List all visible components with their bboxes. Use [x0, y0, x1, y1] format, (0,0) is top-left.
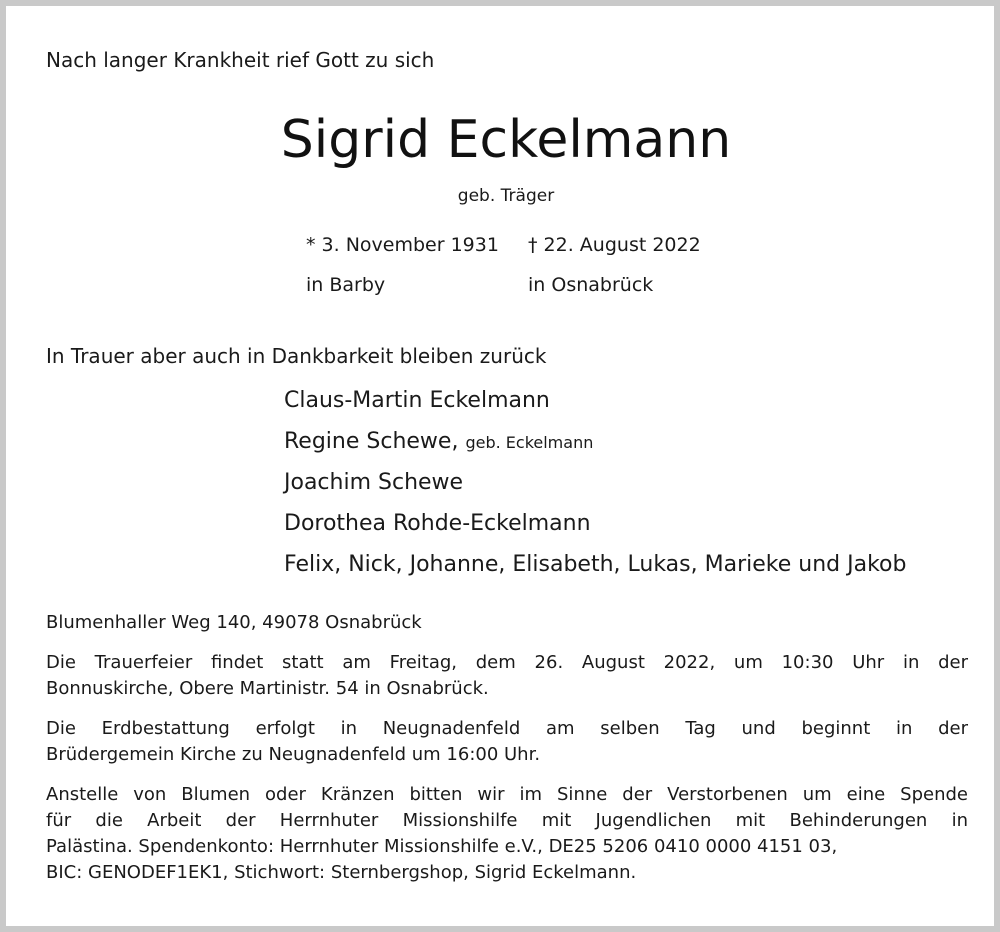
family-member — [284, 388, 550, 413]
family-member — [284, 511, 591, 536]
intro-text: Nach langer Krankheit rief Gott zu sich — [46, 48, 435, 72]
birth-place: in Barby — [306, 274, 386, 296]
birth-date: * 3. November 1931 — [306, 234, 499, 256]
donation-paragraph — [46, 782, 968, 886]
paragraph-line: Palästina. Spendenkonto: Herrnhuter Missionshilfe e.V., DE25 5206 0410 0000 4151 03, — [46, 836, 838, 857]
family-member-name: Felix, Nick, Johanne, Elisabeth, Lukas, Marieke und Jakob — [284, 552, 907, 577]
family-member — [284, 470, 463, 495]
mourners-intro: In Trauer aber auch in Dankbarkeit bleiben zurück — [46, 344, 547, 368]
paragraph-line: Die Trauerfeier findet statt am Freitag, dem 26. August 2022, um 10:30 Uhr in der — [46, 652, 968, 673]
family-member — [284, 552, 906, 577]
paragraph-line: für die Arbeit der Herrnhuter Missionshilfe mit Jugendlichen mit Behinderungen in — [46, 810, 968, 831]
paragraph-line: Bonnuskirche, Obere Martinistr. 54 in Osnabrück. — [46, 678, 489, 699]
paragraph-line: BIC: GENODEF1EK1, Stichwort: Sternbergshop, Sigrid Eckelmann. — [46, 862, 637, 883]
family-member — [284, 429, 593, 454]
family-member-name: Joachim Schewe — [284, 470, 464, 495]
family-member-name: Dorothea Rohde-Eckelmann — [284, 511, 591, 536]
paragraph-line: Die Erdbestattung erfolgt in Neugnadenfeld am selben Tag und beginnt in der — [46, 718, 968, 739]
maiden-name: geb. Träger — [457, 186, 555, 206]
address: Blumenhaller Weg 140, 49078 Osnabrück — [46, 612, 422, 633]
funeral-service-paragraph — [46, 650, 968, 702]
paragraph-line: Brüdergemein Kirche zu Neugnadenfeld um 16:00 Uhr. — [46, 744, 541, 765]
family-member-name: Claus-Martin Eckelmann — [284, 388, 550, 413]
paragraph-line: Anstelle von Blumen oder Kränzen bitten wir im Sinne der Verstorbenen um eine Spende — [46, 784, 968, 805]
death-place: in Osnabrück — [528, 274, 654, 296]
death-date: † 22. August 2022 — [528, 234, 701, 256]
family-member-note: geb. Eckelmann — [465, 433, 594, 452]
family-member-name: Regine Schewe, — [284, 429, 459, 454]
deceased-name: Sigrid Eckelmann — [280, 110, 732, 170]
burial-paragraph — [46, 716, 968, 768]
